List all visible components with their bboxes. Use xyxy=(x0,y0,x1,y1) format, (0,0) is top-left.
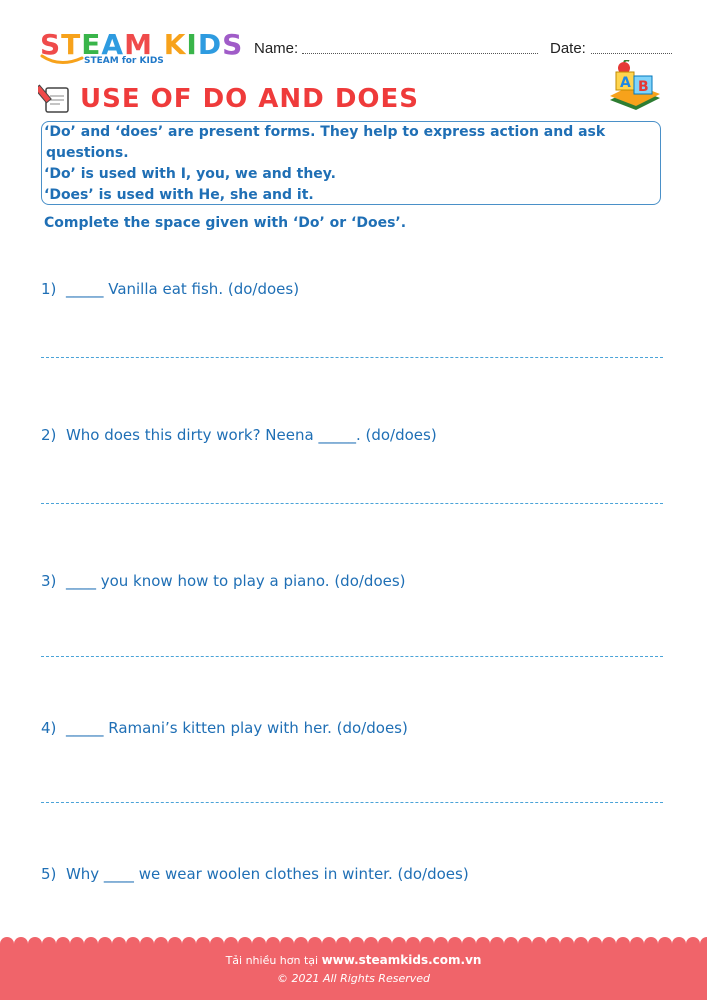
question-number: 4) xyxy=(41,719,57,737)
question-text: Why ____ we wear woolen clothes in winter. (do/does) xyxy=(65,865,469,883)
pencil-paper-icon xyxy=(38,82,72,114)
svg-text:A: A xyxy=(620,75,631,91)
logo-letter: A xyxy=(101,28,125,61)
question-number: 2) xyxy=(41,426,57,444)
rule-line-4: ‘Does’ is used with He, she and it. xyxy=(44,187,314,203)
answer-line-1[interactable] xyxy=(41,357,663,358)
svg-text:B: B xyxy=(638,79,649,95)
question-number: 5) xyxy=(41,865,57,883)
question-1 xyxy=(41,280,299,298)
question-text: _____ Ramani’s kitten play with her. (do/does) xyxy=(65,719,408,737)
rule-line-1: ‘Do’ and ‘does’ are present forms. They help to express action and ask xyxy=(44,124,606,140)
logo-letter: K xyxy=(163,28,187,61)
footer-download-text xyxy=(0,953,707,967)
question-text: _____ Vanilla eat fish. (do/does) xyxy=(65,280,300,298)
steam-kids-logo xyxy=(40,28,244,72)
rule-line-2: questions. xyxy=(46,145,129,161)
rule-line-3: ‘Do’ is used with I, you, we and they. xyxy=(44,166,336,182)
logo-letter: T xyxy=(61,28,82,61)
footer-site-link[interactable]: www.steamkids.com.vn xyxy=(321,953,482,967)
name-field[interactable] xyxy=(302,53,538,54)
question-2 xyxy=(41,426,437,444)
date-field[interactable] xyxy=(591,53,672,54)
page-title: USE OF DO AND DOES xyxy=(80,84,419,114)
logo-letter: S xyxy=(40,28,62,61)
logo-swoosh-icon xyxy=(40,52,84,68)
date-label: Date: xyxy=(550,40,586,57)
question-3 xyxy=(41,572,406,590)
answer-line-4[interactable] xyxy=(41,802,663,803)
logo-tagline: STEAM for KIDS xyxy=(84,56,164,66)
name-label: Name: xyxy=(254,40,299,57)
logo-letter: M xyxy=(124,28,153,61)
question-5 xyxy=(41,865,469,883)
logo-letter: D xyxy=(197,28,223,61)
question-text: Who does this dirty work? Neena _____. (do/does) xyxy=(65,426,437,444)
logo-letter: E xyxy=(81,28,102,61)
instruction-text: Complete the space given with ‘Do’ or ‘Does’. xyxy=(44,215,407,231)
footer-copyright: © 2021 All Rights Reserved xyxy=(276,972,430,985)
question-4 xyxy=(41,719,408,737)
logo-letter: S xyxy=(222,28,244,61)
question-text: ____ you know how to play a piano. (do/does) xyxy=(65,572,406,590)
answer-line-2[interactable] xyxy=(41,503,663,504)
answer-line-3[interactable] xyxy=(41,656,663,657)
question-number: 3) xyxy=(41,572,57,590)
abc-book-icon xyxy=(606,60,664,114)
logo-letter: I xyxy=(186,28,198,61)
question-number: 1) xyxy=(41,280,57,298)
footer-prefix: Tải nhiều hơn tại xyxy=(225,954,319,967)
